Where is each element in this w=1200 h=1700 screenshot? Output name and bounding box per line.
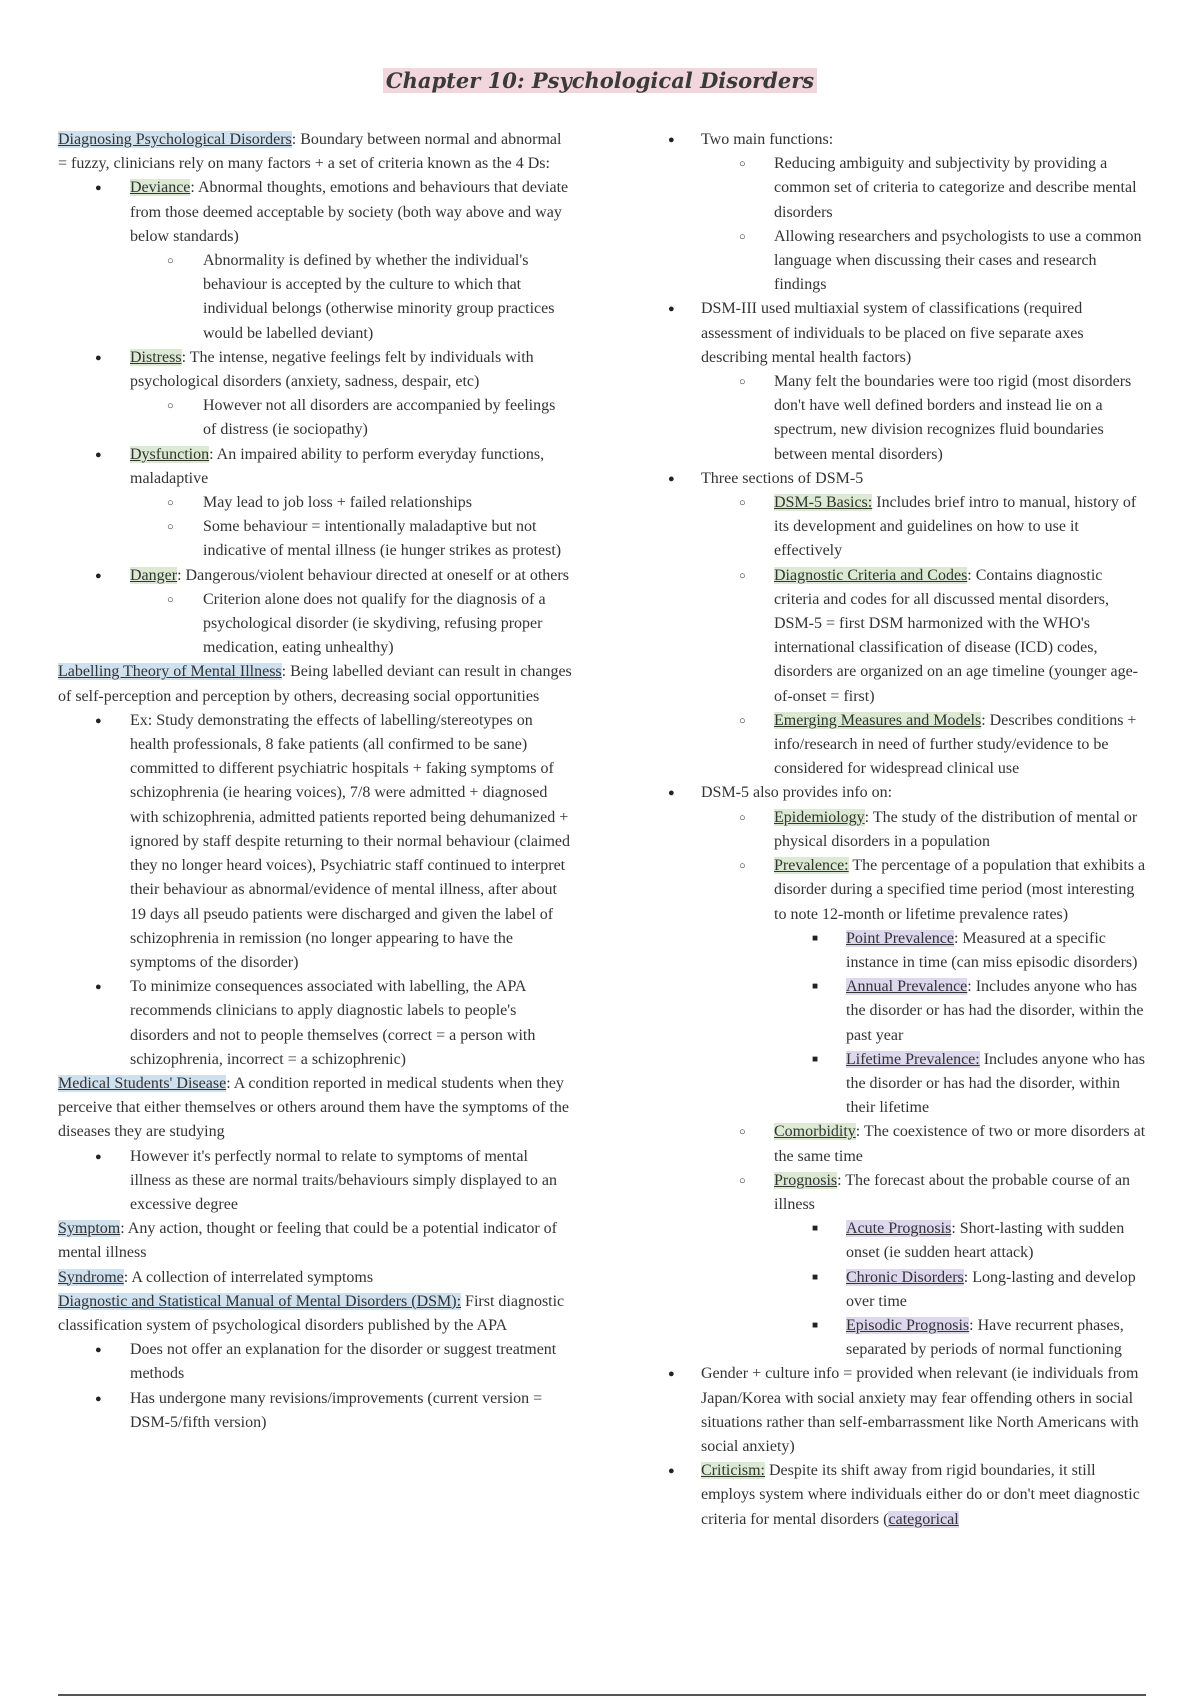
bullet: ● Three sections of DSM-5 (701, 467, 1146, 491)
sub-bullet-prevalence: ○ Prevalence: The percentage of a population that exhibits a disorder during a specified time period (most interesting to note 12-month or lifetime prevalence rates) (701, 854, 1146, 927)
sub-sub-bullet-annual-prevalence: ■ Annual Prevalence: Includes anyone who has the disorder or has had the disorder, within the past year (701, 975, 1146, 1048)
definition-medical-students-disease: Medical Students' Disease: A condition reported in medical students when they perceive that either themselves or others around them have the symptoms of the diseases they are studying (58, 1074, 569, 1141)
bullet: ● Two main functions: (701, 128, 1146, 152)
sub-sub-bullet-point-prevalence: ■ Point Prevalence: Measured at a specific instance in time (can miss episodic disorders) (701, 927, 1146, 975)
sub-bullet-comorbidity: ○ Comorbidity: The coexistence of two or more disorders at the same time (701, 1120, 1146, 1168)
page-title: Chapter 10: Psychological Disorders (0, 66, 1200, 96)
bullet-criticism: ● Criticism: Despite its shift away from rigid boundaries, it still employs system where individuals either do or don't meet diagnostic criteria for mental disorders (categorical (701, 1459, 1146, 1532)
sub-bullet-epidemiology: ○ Epidemiology: The study of the distribution of mental or physical disorders in a population (701, 806, 1146, 854)
bullet: ● However it's perfectly normal to relate to symptoms of mental illness as these are normal traits/behaviours simply displayed to an excessive degree (58, 1145, 572, 1218)
sub-bullet-prognosis: ○ Prognosis: The forecast about the probable course of an illness (701, 1169, 1146, 1217)
sub-sub-bullet-acute-prognosis: ■ Acute Prognosis: Short-lasting with sudden onset (ie sudden heart attack) (701, 1217, 1146, 1265)
right-column (701, 128, 1146, 1532)
sub-bullet: ○ Abnormality is defined by whether the individual's behaviour is accepted by the culture to which that individual belongs (otherwise minority group practices would be labelled deviant) (58, 249, 572, 346)
sub-sub-bullet-chronic-disorders: ■ Chronic Disorders: Long-lasting and develop over time (701, 1266, 1146, 1314)
sub-bullet: ○ Some behaviour = intentionally maladaptive but not indicative of mental illness (ie hunger strikes as protest) (58, 515, 572, 563)
left-column (58, 128, 572, 1435)
definition-syndrome: Syndrome: A collection of interrelated symptoms (58, 1268, 374, 1286)
definition-labelling-theory: Labelling Theory of Mental Illness: Being labelled deviant can result in changes of self-perception and perception by others, decreasing social opportunities (58, 663, 572, 705)
sub-sub-bullet-lifetime-prevalence: ■ Lifetime Prevalence: Includes anyone who has the disorder or has had the disorder, within their lifetime (701, 1048, 1146, 1121)
bullet: ● DSM-III used multiaxial system of classifications (required assessment of individuals to be placed on five separate axes describing mental health factors) (701, 297, 1146, 370)
bullet: ● Gender + culture info = provided when relevant (ie individuals from Japan/Korea with social anxiety may fear offending others in social situations rather than self-embarrassment like North Americans with social anxiety) (701, 1362, 1146, 1459)
bullet: ● To minimize consequences associated with labelling, the APA recommends clinicians to apply diagnostic labels to people's disorders and not to people themselves (correct = a person with schizophrenia, incorrect = a schizophrenic) (58, 975, 572, 1072)
bullet: ● Does not offer an explanation for the disorder or suggest treatment methods (58, 1338, 572, 1386)
bullet-danger: ● Danger: Dangerous/violent behaviour directed at oneself or at others (58, 564, 572, 588)
bullet-distress: ● Distress: The intense, negative feelings felt by individuals with psychological disorders (anxiety, sadness, despair, etc) (58, 346, 572, 394)
definition-dsm: Diagnostic and Statistical Manual of Mental Disorders (DSM): First diagnostic classification system of psychological disorders published by the APA (58, 1292, 565, 1334)
footer-divider (58, 1694, 1146, 1696)
bullet: ● Has undergone many revisions/improvements (current version = DSM-5/fifth version) (58, 1387, 572, 1435)
sub-bullet: ○ Reducing ambiguity and subjectivity by providing a common set of criteria to categorize and describe mental disorders (701, 152, 1146, 225)
bullet-deviance: ● Deviance: Abnormal thoughts, emotions and behaviours that deviate from those deemed acceptable by society (both way above and way below standards) (58, 176, 572, 249)
sub-bullet: ○ May lead to job loss + failed relationships (58, 491, 572, 515)
sub-bullet: ○ However not all disorders are accompanied by feelings of distress (ie sociopathy) (58, 394, 572, 442)
sub-sub-bullet-episodic-prognosis: ■ Episodic Prognosis: Have recurrent phases, separated by periods of normal functioning (701, 1314, 1146, 1362)
definition-symptom: Symptom: Any action, thought or feeling that could be a potential indicator of mental illness (58, 1220, 558, 1262)
bullet-dysfunction: ● Dysfunction: An impaired ability to perform everyday functions, maladaptive (58, 443, 572, 491)
sub-bullet-diagnostic-criteria: ○ Diagnostic Criteria and Codes: Contains diagnostic criteria and codes for all discussed mental disorders, DSM-5 = first DSM harmonized with the WHO's international classification of disease (ICD) codes, disorders are organized on an age timeline (younger age-of-onset = first) (701, 564, 1146, 709)
sub-bullet: ○ Criterion alone does not qualify for the diagnosis of a psychological disorder (ie skydiving, refusing proper medication, eating unhealthy) (58, 588, 572, 661)
definition-diagnosing: Diagnosing Psychological Disorders: Boundary between normal and abnormal = fuzzy, clinicians rely on many factors + a set of criteria known as the 4 Ds: (58, 131, 562, 173)
sub-bullet: ○ Allowing researchers and psychologists to use a common language when discussing their cases and research findings (701, 225, 1146, 298)
bullet: ● Ex: Study demonstrating the effects of labelling/stereotypes on health professionals, 8 fake patients (all confirmed to be sane) committed to different psychiatric hospitals + faking symptoms of schizophrenia (ie hearing voices), 7/8 were admitted + diagnosed with schizophrenia, admitted patients reported being dehumanized + ignored by staff despite returning to their normal behaviour (claimed they no longer heard voices), Psychiatric staff continued to interpret their behaviour as abnormal/evidence of mental illness, after about 19 days all pseudo patients were discharged and given the label of schizophrenia in remission (no longer appearing to have the symptoms of the disorder) (58, 709, 572, 975)
sub-bullet-dsm5-basics: ○ DSM-5 Basics: Includes brief intro to manual, history of its development and guidelines on how to use it effectively (701, 491, 1146, 564)
sub-bullet: ○ Many felt the boundaries were too rigid (most disorders don't have well defined borders and instead lie on a spectrum, new division recognizes fluid boundaries between mental disorders) (701, 370, 1146, 467)
sub-bullet-emerging-measures: ○ Emerging Measures and Models: Describes conditions + info/research in need of further study/evidence to be considered for widespread clinical use (701, 709, 1146, 782)
bullet: ● DSM-5 also provides info on: (701, 781, 1146, 805)
